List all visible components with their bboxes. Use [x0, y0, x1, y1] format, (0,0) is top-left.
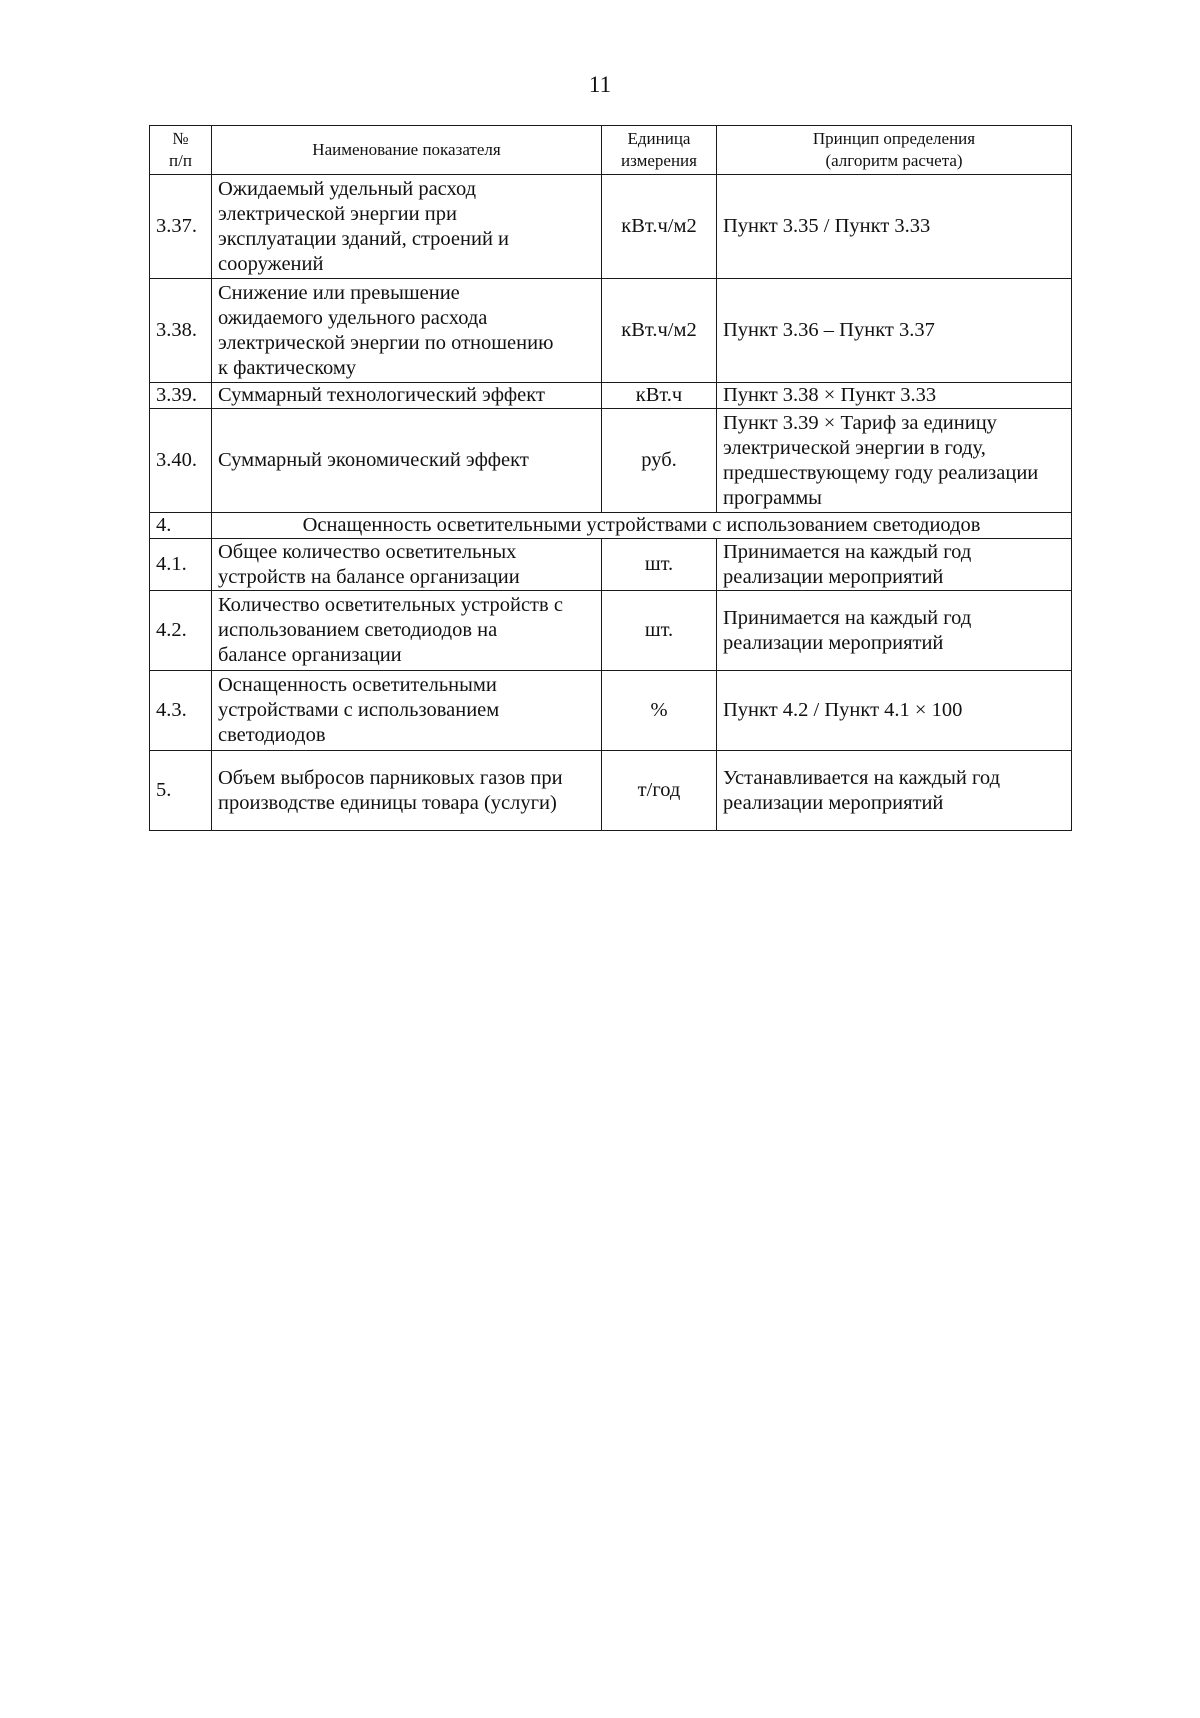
row-unit: кВт.ч — [602, 383, 717, 409]
table-row — [150, 751, 1072, 831]
calculation-rule-line: реализации мероприятий — [723, 791, 944, 814]
indicator-name-line: электрической энергии при — [218, 202, 457, 225]
row-number: 3.38. — [150, 279, 212, 383]
row-unit: % — [602, 671, 717, 751]
header-number-line: № — [172, 129, 189, 148]
row-calculation-rule — [717, 751, 1072, 831]
indicator-name-line: Оснащенность осветительными — [218, 674, 497, 696]
section-title: Оснащенность осветительными устройствами с использованием светодиодов — [212, 513, 1072, 539]
table-body-part2 — [150, 539, 1072, 831]
calculation-rule-line: реализации мероприятий — [723, 631, 944, 654]
table-row — [150, 175, 1072, 279]
row-unit: кВт.ч/м2 — [602, 175, 717, 279]
calculation-rule-line: Пункт 3.38 × Пункт 3.33 — [723, 384, 937, 406]
row-indicator-name — [212, 591, 602, 671]
indicator-name-line: эксплуатации зданий, строений и — [218, 227, 510, 250]
table-body-part1 — [150, 175, 1072, 513]
row-calculation-rule — [717, 539, 1072, 591]
row-unit: шт. — [602, 539, 717, 591]
indicator-name-line: Объем выбросов парниковых газов при — [218, 766, 563, 789]
indicator-name-line: к фактическому — [218, 356, 357, 379]
indicator-name-line: электрической энергии по отношению — [218, 331, 554, 354]
calculation-rule-line: реализации мероприятий — [723, 565, 944, 588]
header-name-text: Наименование показателя — [312, 140, 501, 159]
page-number: 11 — [588, 72, 612, 97]
indicator-name-line: Общее количество осветительных — [218, 540, 517, 563]
row-calculation-rule — [717, 383, 1072, 409]
row-unit: шт. — [602, 591, 717, 671]
indicator-name-line: Суммарный технологический эффект — [218, 384, 545, 406]
table-section-4 — [150, 513, 1072, 539]
indicator-name-line: ожидаемого удельного расхода — [218, 306, 488, 329]
calculation-rule-line: электрической энергии в году, — [723, 436, 986, 459]
row-indicator-name — [212, 279, 602, 383]
row-calculation-rule — [717, 279, 1072, 383]
row-indicator-name — [212, 671, 602, 751]
calculation-rule-line: Пункт 3.35 / Пункт 3.33 — [723, 215, 931, 237]
calculation-rule-line: Пункт 4.2 / Пункт 4.1 × 100 — [723, 699, 963, 721]
indicator-name-line: устройствами с использованием — [218, 699, 500, 721]
row-unit: т/год — [602, 751, 717, 831]
header-name — [212, 126, 602, 175]
header-unit — [602, 126, 717, 175]
row-calculation-rule — [717, 671, 1072, 751]
header-unit-line: Единица — [627, 129, 691, 148]
row-unit: кВт.ч/м2 — [602, 279, 717, 383]
row-number: 4.2. — [150, 591, 212, 671]
calculation-rule-line: программы — [723, 486, 822, 509]
indicator-name-line: производстве единицы товара (услуги) — [218, 791, 557, 814]
table-row — [150, 539, 1072, 591]
header-rule-line: (алгоритм расчета) — [825, 151, 963, 170]
indicator-name-line: Количество осветительных устройств с — [218, 594, 563, 616]
calculation-rule-line: предшествующему году реализации — [723, 461, 1039, 484]
indicator-name-line: Снижение или превышение — [218, 281, 460, 304]
calculation-rule-line: Пункт 3.39 × Тариф за единицу — [723, 411, 997, 434]
row-unit: руб. — [602, 409, 717, 513]
row-number: 3.37. — [150, 175, 212, 279]
calculation-rule-line: Устанавливается на каждый год — [723, 766, 1001, 789]
indicator-name-line: сооружений — [218, 252, 324, 275]
header-rule — [717, 126, 1072, 175]
row-indicator-name — [212, 539, 602, 591]
row-number: 4.3. — [150, 671, 212, 751]
indicator-name-line: балансе организации — [218, 644, 402, 666]
table-row — [150, 409, 1072, 513]
table-row — [150, 591, 1072, 671]
header-number-line: п/п — [169, 151, 192, 170]
row-calculation-rule — [717, 409, 1072, 513]
indicators-table — [149, 125, 1072, 831]
header-rule-line: Принцип определения — [812, 129, 976, 148]
row-indicator-name — [212, 409, 602, 513]
row-number: 3.40. — [150, 409, 212, 513]
indicator-name-line: устройств на балансе организации — [218, 565, 520, 588]
header-unit-line: измерения — [621, 151, 697, 170]
indicator-name-line: использованием светодиодов на — [218, 619, 498, 641]
row-calculation-rule — [717, 591, 1072, 671]
indicator-name-line: Ожидаемый удельный расход — [218, 177, 477, 200]
row-calculation-rule — [717, 175, 1072, 279]
table-row — [150, 383, 1072, 409]
section-row — [150, 513, 1072, 539]
row-number: 3.39. — [150, 383, 212, 409]
section-number: 4. — [150, 513, 212, 539]
table-row — [150, 671, 1072, 751]
calculation-rule-line: Пункт 3.36 – Пункт 3.37 — [723, 319, 935, 341]
row-number: 4.1. — [150, 539, 212, 591]
calculation-rule-line: Принимается на каждый год — [723, 540, 972, 563]
row-indicator-name — [212, 383, 602, 409]
calculation-rule-line: Принимается на каждый год — [723, 606, 972, 629]
table-header-row — [150, 126, 1072, 175]
header-number — [150, 126, 212, 175]
row-indicator-name — [212, 751, 602, 831]
indicator-name-line: светодиодов — [218, 724, 326, 746]
row-number: 5. — [150, 751, 212, 831]
table-row — [150, 279, 1072, 383]
indicator-name-line: Суммарный экономический эффект — [218, 449, 529, 471]
row-indicator-name — [212, 175, 602, 279]
